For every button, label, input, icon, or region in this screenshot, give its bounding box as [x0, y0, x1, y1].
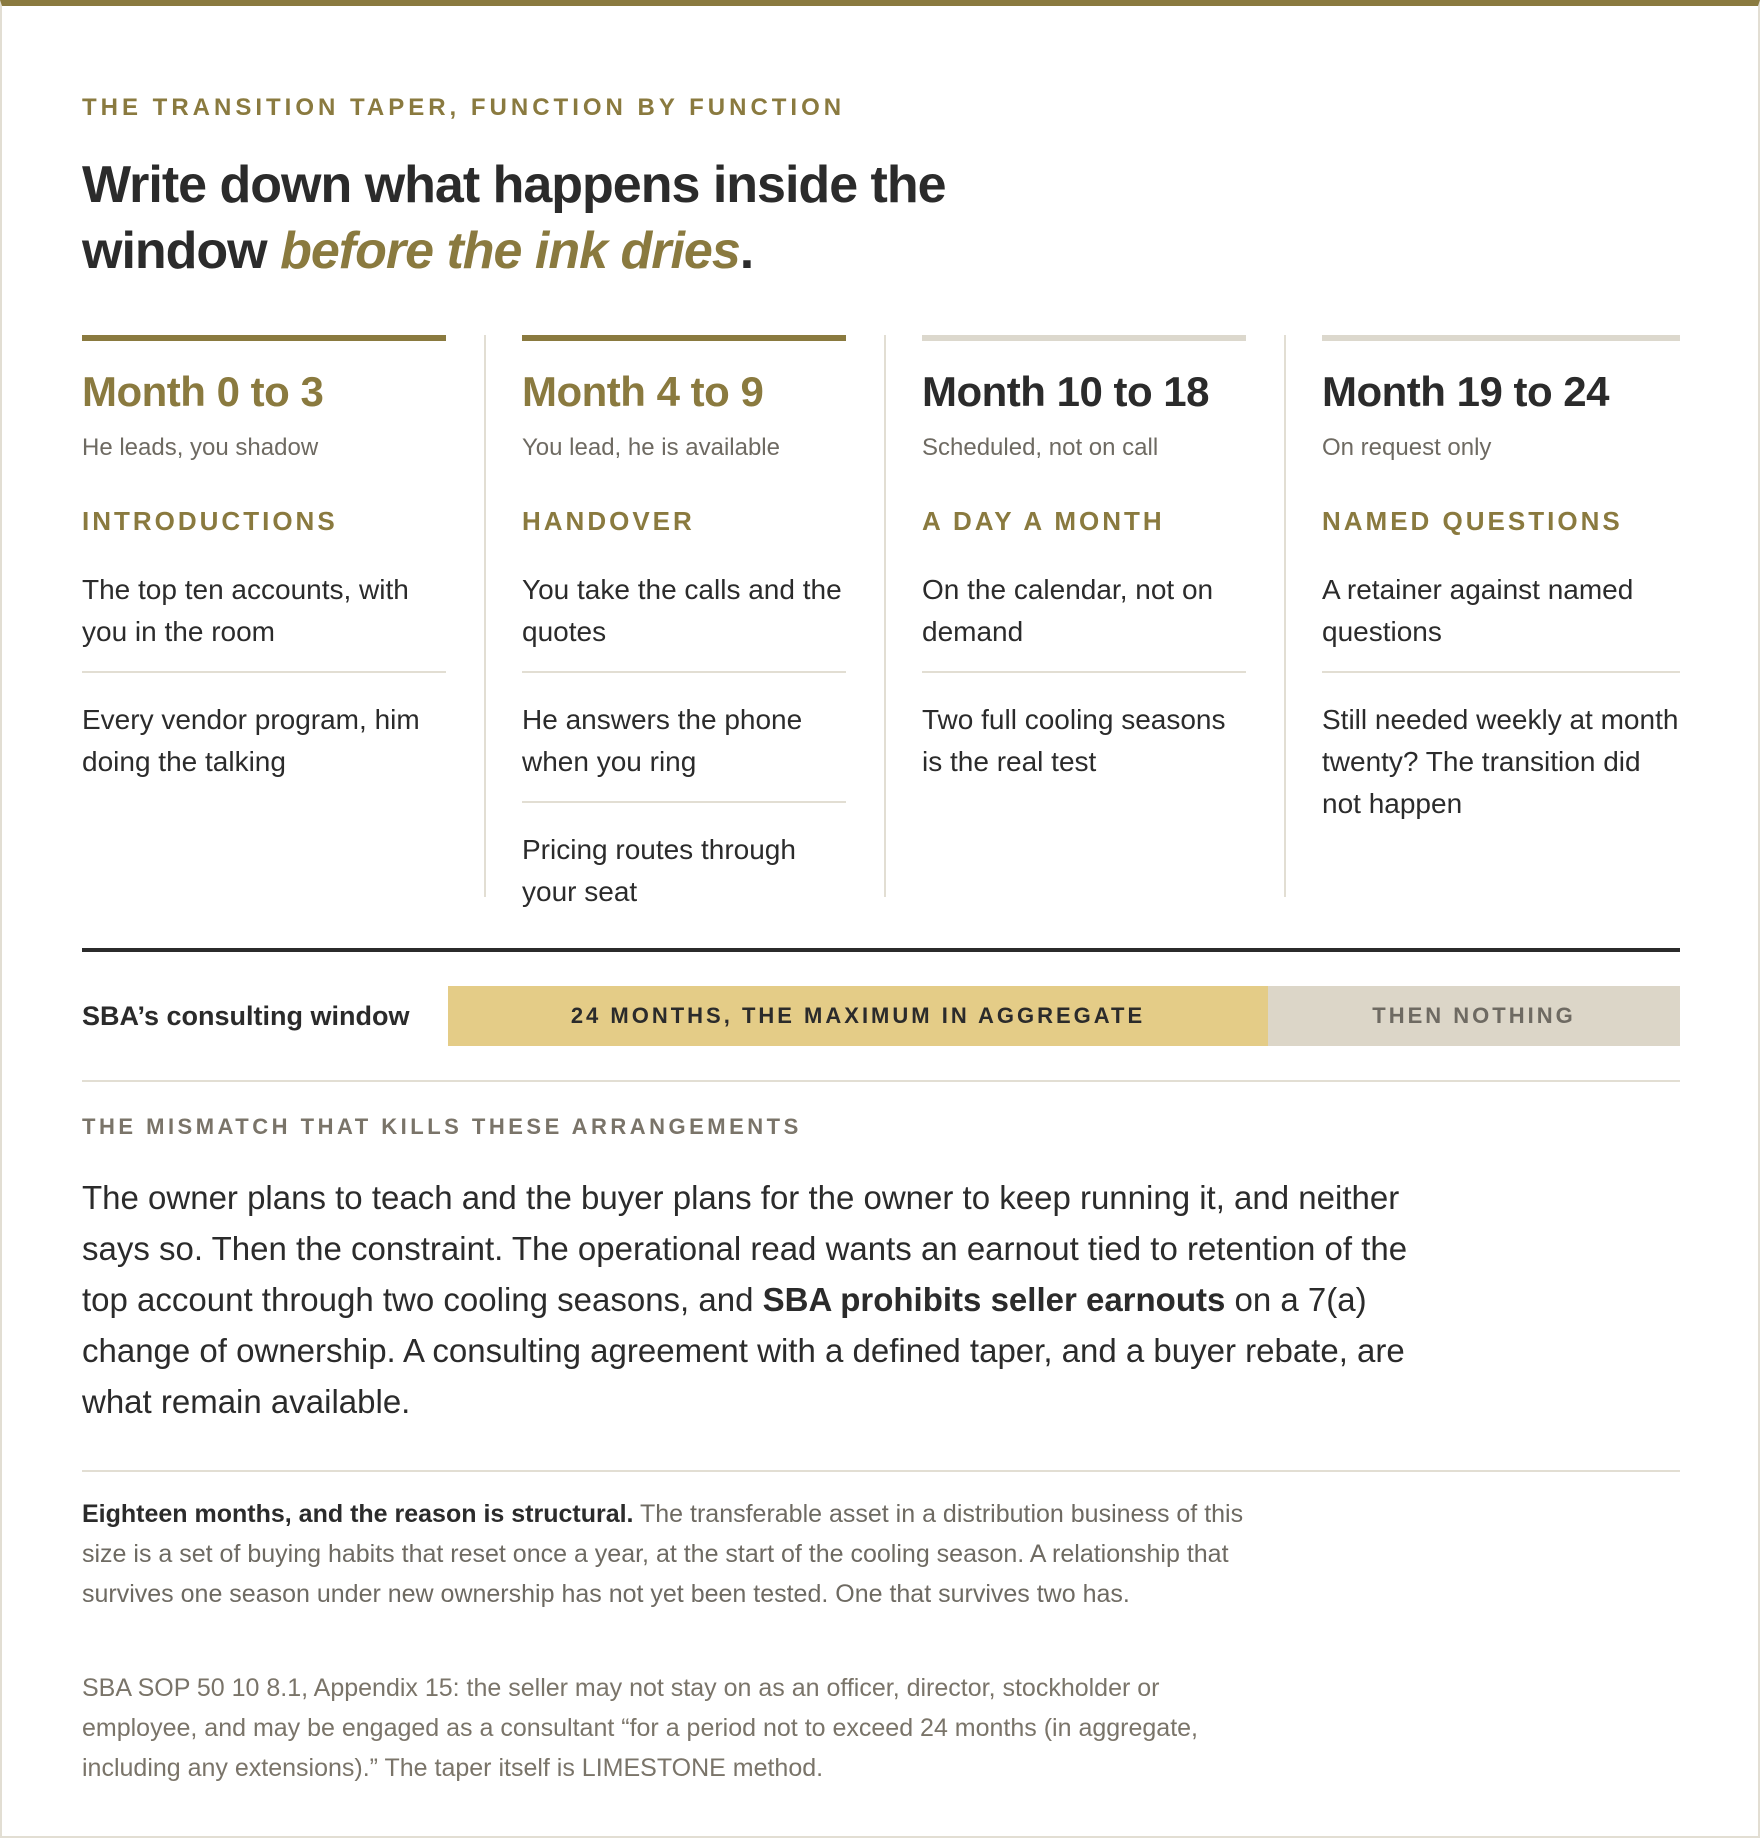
column-accent-bar: [522, 335, 846, 341]
column-subtitle: On request only: [1322, 434, 1492, 461]
column-items: [82, 561, 446, 801]
structural-note: [82, 1494, 1262, 1614]
divider: [82, 1470, 1680, 1472]
window-segment-24-months: 24 MONTHS, THE MAXIMUM IN AGGREGATE: [448, 986, 1268, 1046]
list-item: The top ten accounts, with you in the room: [82, 574, 409, 647]
column-label: NAMED QUESTIONS: [1322, 506, 1623, 536]
section-divider: [82, 948, 1680, 952]
column-subtitle: Scheduled, not on call: [922, 434, 1159, 461]
page-headline: [82, 152, 1062, 284]
column-accent-bar: [922, 335, 1246, 341]
column-divider: [884, 335, 886, 897]
headline-emphasis: before the ink dries: [280, 222, 740, 280]
divider: [82, 1080, 1680, 1082]
column-items: [1322, 561, 1680, 843]
column-month-4-9: [522, 335, 846, 907]
note-body: The transferable asset in a distribution business of this size is a set of buying habits that reset once a year, at the start of the cooling season. A relationship that survives one season under new ownership has not yet been tested. One that survives two has.: [82, 1500, 1244, 1608]
column-divider: [484, 335, 486, 897]
column-title: Month 4 to 9: [522, 368, 764, 415]
mismatch-emphasis: SBA prohibits seller earnouts: [762, 1281, 1226, 1318]
mismatch-text: on a 7(a) change of ownership. A consulting agreement with a defined taper, and a buyer rebate, are what remain available.: [82, 1281, 1405, 1420]
column-month-19-24: [1322, 335, 1680, 897]
column-items: [522, 561, 846, 931]
column-accent-bar: [82, 335, 446, 341]
column-month-0-3: [82, 335, 446, 897]
section-eyebrow: THE TRANSITION TAPER, FUNCTION BY FUNCTION: [82, 94, 846, 121]
column-label: HANDOVER: [522, 506, 695, 536]
column-subtitle: He leads, you shadow: [82, 434, 319, 461]
column-divider: [1284, 335, 1286, 897]
taper-columns: [82, 335, 1680, 907]
column-title: Month 19 to 24: [1322, 368, 1610, 415]
column-title: Month 10 to 18: [922, 368, 1210, 415]
window-label: SBA’s consulting window: [82, 1001, 410, 1031]
source-citation: SBA SOP 50 10 8.1, Appendix 15: the seller may not stay on as an officer, director, stockholder or employee, and may be engaged as a consultant “for a period not to exceed 24 months (in aggregate, including any extensions).” The taper itself is LIMESTONE method.: [82, 1674, 1199, 1782]
column-month-10-18: [922, 335, 1246, 897]
window-segment-then-nothing: THEN NOTHING: [1268, 986, 1680, 1046]
list-item: Two full cooling seasons is the real test: [922, 671, 1246, 801]
list-item: A retainer against named questions: [1322, 574, 1634, 647]
consulting-window-bar: [82, 986, 1680, 1046]
mismatch-text: The owner plans to teach and the buyer plans for the owner to keep running it, and neither says so. Then the constraint. The operational read wants an earnout tied to retention of the top account through two cooling seasons, and: [82, 1179, 1408, 1318]
list-item: Pricing routes through your seat: [522, 801, 846, 931]
column-accent-bar: [1322, 335, 1680, 341]
list-item: On the calendar, not on demand: [922, 574, 1214, 647]
mismatch-heading: THE MISMATCH THAT KILLS THESE ARRANGEMENTS: [82, 1114, 802, 1139]
column-title: Month 0 to 3: [82, 368, 324, 415]
list-item: He answers the phone when you ring: [522, 671, 846, 801]
headline-lead: Write down what happens inside the window: [82, 156, 946, 280]
headline-tail: .: [739, 222, 754, 280]
list-item: You take the calls and the quotes: [522, 574, 842, 647]
column-subtitle: You lead, he is available: [522, 434, 780, 461]
mismatch-paragraph: [82, 1172, 1422, 1427]
list-item: Every vendor program, him doing the talking: [82, 671, 446, 801]
column-label: INTRODUCTIONS: [82, 506, 338, 536]
column-label: A DAY A MONTH: [922, 506, 1165, 536]
column-items: [922, 561, 1246, 801]
note-lead: Eighteen months, and the reason is structural.: [82, 1500, 634, 1528]
list-item: Still needed weekly at month twenty? The transition did not happen: [1322, 671, 1680, 843]
